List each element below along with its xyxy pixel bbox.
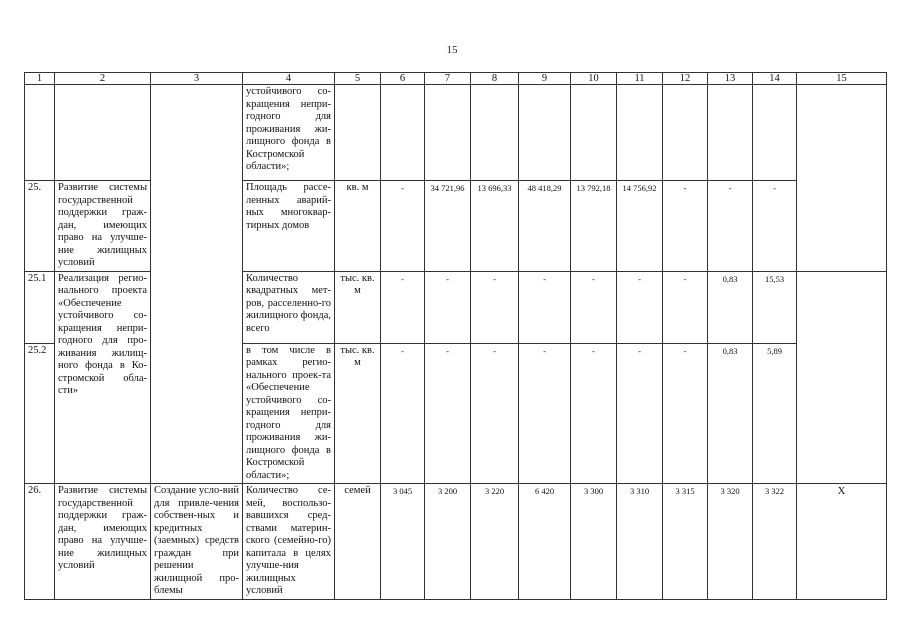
value-cell: -: [381, 343, 425, 484]
value-cell: -: [425, 343, 471, 484]
value-cell: -: [663, 181, 708, 272]
row-number: 25.2: [25, 343, 55, 484]
value-cell: 34 721,96: [425, 181, 471, 272]
value-cell: 3 320: [708, 484, 753, 600]
cell-empty: [381, 85, 425, 181]
value-cell: -: [617, 343, 663, 484]
value-cell: 5,89: [753, 343, 797, 484]
header-cell: 8: [471, 73, 519, 85]
value-cell: 3 200: [425, 484, 471, 600]
header-cell: 6: [381, 73, 425, 85]
header-cell: 7: [425, 73, 471, 85]
activity-name: Развитие системы государственной поддержки граж-дан, имеющих право на улучше-ние жилищных условий: [55, 484, 151, 600]
value-cell: -: [753, 181, 797, 272]
cell-empty: [151, 85, 243, 484]
header-cell: 12: [663, 73, 708, 85]
header-cell: 13: [708, 73, 753, 85]
value-cell: 3 045: [381, 484, 425, 600]
indicator-name: Количество квадратных мет-ров, расселенно-го жилищного фонда, всего: [243, 271, 335, 343]
indicator-name: Площадь рассе-ленных аварий-ных многоквар-тирных домов: [243, 181, 335, 272]
value-cell: 3 220: [471, 484, 519, 600]
page-number: 15: [446, 44, 458, 56]
value-cell: -: [471, 271, 519, 343]
value-cell: -: [571, 271, 617, 343]
value-cell: -: [519, 343, 571, 484]
value-cell: -: [381, 271, 425, 343]
indicators-table: [24, 72, 887, 600]
row-number: 25.1: [25, 271, 55, 343]
value-cell: 13 696,33: [471, 181, 519, 272]
cell-empty: [797, 85, 887, 272]
activity-name: Развитие системы государственной поддержки граж-дан, имеющих право на улучше-ние жилищных условий: [55, 181, 151, 272]
unit-cell: тыс. кв. м: [335, 343, 381, 484]
indicator-name: устойчивого со-кращения непри-годного для проживания жи-лищного фонда в Костромской области»;: [243, 85, 335, 181]
unit-cell: тыс. кв. м: [335, 271, 381, 343]
cell-empty: [519, 85, 571, 181]
header-cell: 5: [335, 73, 381, 85]
unit-cell: кв. м: [335, 181, 381, 272]
value-cell: -: [381, 181, 425, 272]
cell-empty: [571, 85, 617, 181]
table-row-continuation: [25, 85, 887, 181]
header-cell: 10: [571, 73, 617, 85]
value-cell: -: [471, 343, 519, 484]
header-cell: 1: [25, 73, 55, 85]
cell-empty: [425, 85, 471, 181]
cell-empty: [471, 85, 519, 181]
header-cell: 3: [151, 73, 243, 85]
value-cell: -: [617, 271, 663, 343]
value-cell: 0,83: [708, 343, 753, 484]
cell-empty: [617, 85, 663, 181]
value-cell: 3 300: [571, 484, 617, 600]
cell-empty: [753, 85, 797, 181]
activity-name: Реализация регио-нального проекта «Обеспечение устойчивого со-кращения непри-годного для про-живания жилищ-ного фонда в Ко-стромской обла-сти»: [55, 271, 151, 484]
cell-empty: [797, 271, 887, 484]
indicator-name: в том числе в рамках регио-нального проек-та «Обеспечение устойчивого со-кращения непри-годного для проживания жи-лищного фонда в Костромской области»;: [243, 343, 335, 484]
header-cell: 4: [243, 73, 335, 85]
value-cell: 0,83: [708, 271, 753, 343]
value-cell: 3 322: [753, 484, 797, 600]
header-cell: 2: [55, 73, 151, 85]
responsible-mark: Х: [797, 484, 887, 600]
value-cell: -: [571, 343, 617, 484]
value-cell: -: [425, 271, 471, 343]
row-number: 26.: [25, 484, 55, 600]
value-cell: -: [663, 343, 708, 484]
header-cell: 9: [519, 73, 571, 85]
value-cell: -: [708, 181, 753, 272]
table-row-26: [25, 484, 887, 600]
value-cell: -: [663, 271, 708, 343]
cell-empty: [708, 85, 753, 181]
unit-cell: семей: [335, 484, 381, 600]
header-cell: 11: [617, 73, 663, 85]
header-row: [25, 73, 887, 85]
value-cell: 15,53: [753, 271, 797, 343]
value-cell: 48 418,29: [519, 181, 571, 272]
header-cell: 14: [753, 73, 797, 85]
value-cell: 14 756,92: [617, 181, 663, 272]
cell-empty: [335, 85, 381, 181]
value-cell: 6 420: [519, 484, 571, 600]
indicator-name: Количество се-мей, воспользо-вавшихся сред-ствами материн-ского (семейно-го) капитала в целях улучше-ния жилищных условий: [243, 484, 335, 600]
value-cell: -: [519, 271, 571, 343]
measure-name: Создание усло-вий для привле-чения собствен-ных и кредитных (заемных) средств граждан при решении жилищной про-блемы: [151, 484, 243, 600]
row-number: 25.: [25, 181, 55, 272]
cell-empty: [663, 85, 708, 181]
value-cell: 3 310: [617, 484, 663, 600]
value-cell: 3 315: [663, 484, 708, 600]
cell-empty: [25, 85, 55, 181]
value-cell: 13 792,18: [571, 181, 617, 272]
cell-empty: [55, 85, 151, 181]
header-cell: 15: [797, 73, 887, 85]
